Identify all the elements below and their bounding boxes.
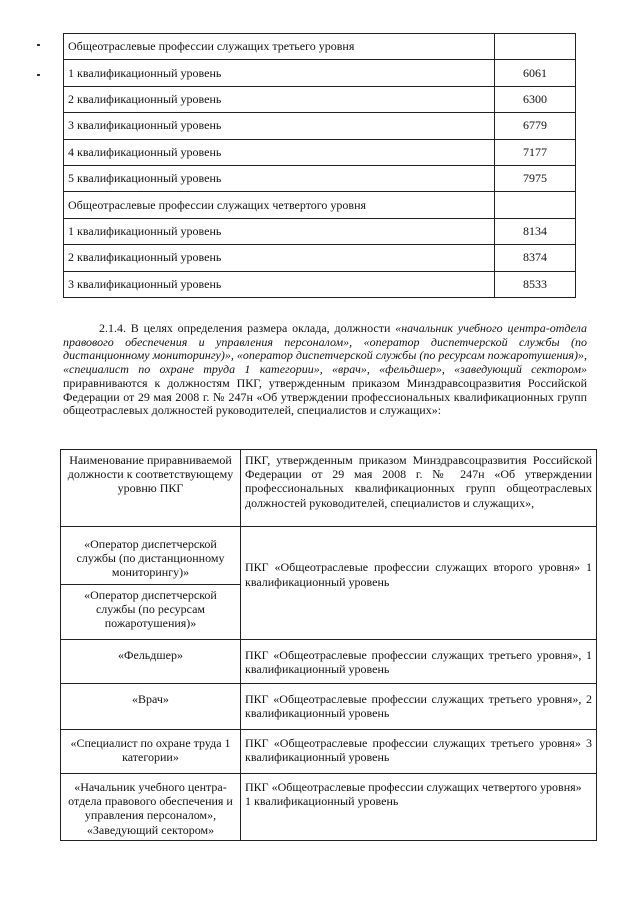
salary-value: 7177 xyxy=(495,139,576,165)
salary-value: 8533 xyxy=(495,271,576,297)
level-label: 2 квалификационный уровень xyxy=(64,86,495,112)
pkg-line: ПКГ «Общеотраслевые профессии служащих четвертого уровня» xyxy=(245,780,582,794)
level-label: 3 квалификационный уровень xyxy=(64,113,495,139)
table-row xyxy=(64,218,576,244)
salary-value: 6061 xyxy=(495,60,576,86)
clause-text xyxy=(352,335,363,349)
position-cell: «Специалист по охране труда 1 категории» xyxy=(61,730,241,774)
pkg-cell: ПКГ «Общеотраслевые профессии служащих третьего уровня», 1 квалификационный уровень xyxy=(241,640,597,684)
table-row xyxy=(61,640,597,684)
salary-table xyxy=(63,33,576,298)
salary-value: 8134 xyxy=(495,218,576,244)
salary-value xyxy=(495,34,576,60)
table-row xyxy=(64,139,576,165)
clause-text: 2.1.4. В целях определения размера оклада, должности xyxy=(99,321,396,335)
scan-speck xyxy=(37,74,40,76)
level-label: 1 квалификационный уровень xyxy=(64,218,495,244)
table-row xyxy=(64,165,576,191)
table-row xyxy=(64,86,576,112)
salary-value: 6300 xyxy=(495,86,576,112)
clause-positions-italic: «начальник учебного центра-отдела правового обеспечения и управления персоналом», xyxy=(63,321,587,349)
header-position: Наименование приравниваемой должности к соответствующему уровню ПКГ xyxy=(61,450,241,527)
table-row xyxy=(64,192,576,218)
group-label: Общеотраслевые профессии служащих третьего уровня xyxy=(64,34,495,60)
table-row xyxy=(61,527,597,585)
table-row xyxy=(61,684,597,730)
pkg-cell: ПКГ «Общеотраслевые профессии служащих третьего уровня», 2 квалификационный уровень xyxy=(241,684,597,730)
table-row xyxy=(64,60,576,86)
table-row xyxy=(64,271,576,297)
clause-positions-italic: «оператор диспетчерской службы (по дистанционному мониторингу)», «оператор диспетчерской службы (по ресурсам пожаротушения)», «специалист по охране труда 1 категории», «врач», «фельдшер», «заведующий сектором» xyxy=(63,334,588,377)
pkg-cell: ПКГ «Общеотраслевые профессии служащих второго уровня» 1 квалификационный уровень xyxy=(241,527,597,640)
table-header-row xyxy=(61,450,597,527)
table-row xyxy=(61,730,597,774)
level-label: 5 квалификационный уровень xyxy=(64,165,495,191)
position-mapping-table xyxy=(60,449,597,841)
position-cell: «Фельдшер» xyxy=(61,640,241,684)
clause-paragraph xyxy=(63,322,587,418)
salary-value: 7975 xyxy=(495,165,576,191)
position-cell: «Начальник учебного центра-отдела правового обеспечения и управления персоналом», «Заведующий сектором» xyxy=(61,774,241,841)
pkg-cell xyxy=(241,774,597,841)
clause-text: приравниваются к должностям ПКГ, утвержденным приказом Минздравсоцразвития Российской Федерации от 29 мая 2008 г. № 247н «Об утверждении профессиональных квалификационных групп общеотраслевых должностей руководителей, специалистов и служащих»: xyxy=(63,375,587,418)
table-row xyxy=(64,113,576,139)
table-row xyxy=(61,774,597,841)
pkg-line: 1 квалификационный уровень xyxy=(245,794,399,809)
level-label: 1 квалификационный уровень xyxy=(64,60,495,86)
salary-value: 6779 xyxy=(495,113,576,139)
salary-value xyxy=(495,192,576,218)
table-row xyxy=(64,245,576,271)
position-cell: «Оператор диспетчерской службы (по дистанционному мониторингу)» xyxy=(61,527,241,585)
level-label: 2 квалификационный уровень xyxy=(64,245,495,271)
pkg-cell: ПКГ «Общеотраслевые профессии служащих третьего уровня» 3 квалификационный уровень xyxy=(241,730,597,774)
group-label: Общеотраслевые профессии служащих четвертого уровня xyxy=(64,192,495,218)
scan-speck xyxy=(37,44,40,46)
position-cell: «Врач» xyxy=(61,684,241,730)
level-label: 3 квалификационный уровень xyxy=(64,271,495,297)
level-label: 4 квалификационный уровень xyxy=(64,139,495,165)
table-row xyxy=(64,34,576,60)
salary-value: 8374 xyxy=(495,245,576,271)
header-pkg: ПКГ, утвержденным приказом Минздравсоцразвития Российской Федерации от 29 мая 2008 г. № 247н «Об утверждении профессиональных квалификационных групп общеотраслевых должностей руководителей, специалистов и служащих», xyxy=(241,450,597,527)
position-cell: «Оператор диспетчерской службы (по ресурсам пожаротушения)» xyxy=(61,585,241,640)
